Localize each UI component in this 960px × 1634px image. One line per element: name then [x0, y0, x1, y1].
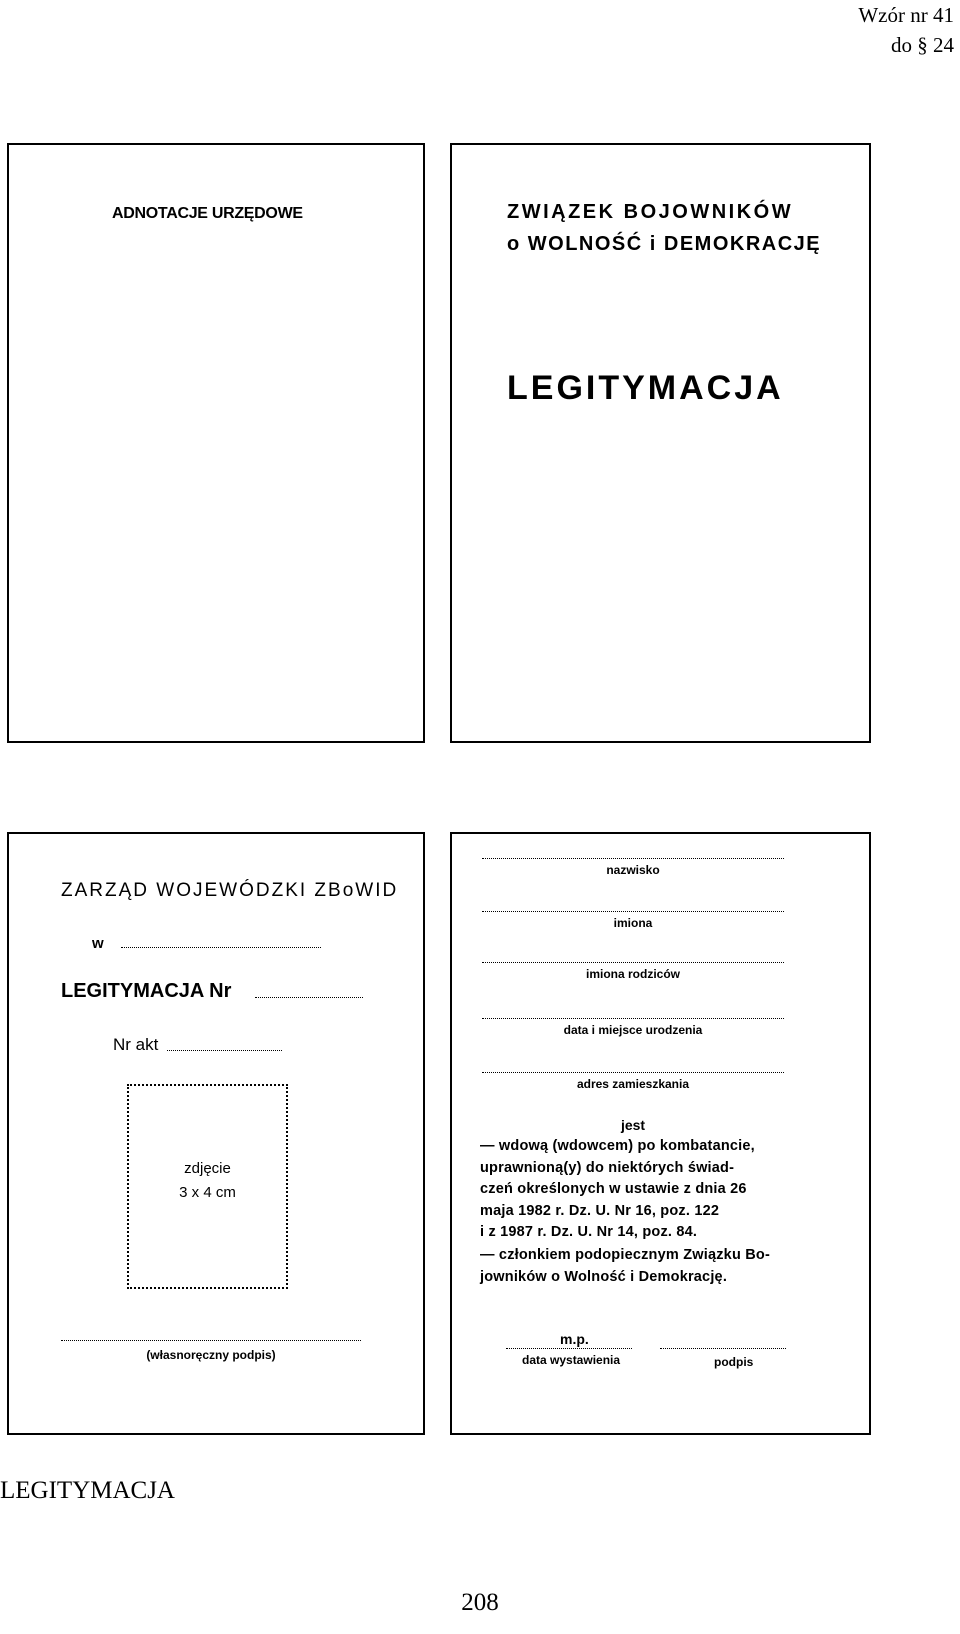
- address-dotted-line: [482, 1072, 784, 1073]
- legitimation-number-dotted-line: [255, 997, 363, 998]
- figure-caption: LEGITYMACJA: [0, 1477, 175, 1504]
- legitimation-number-label: LEGITYMACJA Nr: [61, 980, 232, 1002]
- widow-status-paragraph: [480, 1136, 860, 1244]
- paragraph-line: — członkiem podopiecznym Związku Bo-: [480, 1247, 770, 1263]
- first-names-label: imiona: [613, 916, 653, 930]
- annotations-title: ADNOTACJE URZĘDOWE: [112, 205, 303, 222]
- signature-dotted-line: [660, 1348, 786, 1349]
- surname-label: nazwisko: [606, 863, 660, 877]
- first-names-dotted-line: [482, 911, 784, 912]
- seal-place-label: m.p.: [560, 1331, 589, 1347]
- photo-label: zdjęcie: [184, 1160, 231, 1177]
- template-number: Wzór nr 41: [858, 3, 954, 27]
- cover-panel: [450, 143, 871, 743]
- birth-date-place-dotted-line: [482, 1018, 784, 1019]
- holder-data-panel: [450, 832, 871, 1435]
- issue-date-label: data wystawienia: [522, 1353, 621, 1367]
- location-dotted-line: [121, 947, 321, 948]
- organization-name-line2: o WOLNOŚĆ i DEMOKRACJĘ: [507, 233, 822, 255]
- template-reference: [858, 0, 954, 60]
- file-number-label: Nr akt: [113, 1035, 159, 1054]
- status-intro: jest: [620, 1117, 646, 1133]
- paragraph-line: maja 1982 r. Dz. U. Nr 16, poz. 122: [480, 1202, 720, 1219]
- location-label: w: [92, 935, 104, 952]
- photo-placeholder: [127, 1084, 288, 1289]
- paragraph-reference: do § 24: [891, 33, 954, 57]
- issue-date-dotted-line: [506, 1348, 632, 1349]
- page-number: 208: [461, 1589, 499, 1616]
- address-label: adres zamieszkania: [576, 1077, 690, 1091]
- paragraph-line: uprawnioną(y) do niektórych świad-: [480, 1159, 735, 1176]
- paragraph-line: — wdową (wdowcem) po kombatancie,: [480, 1138, 755, 1154]
- birth-date-place-label: data i miejsce urodzenia: [563, 1023, 703, 1037]
- member-status-paragraph: [480, 1245, 860, 1288]
- parents-names-dotted-line: [482, 962, 784, 963]
- surname-dotted-line: [482, 858, 784, 859]
- issuer-title: ZARZĄD WOJEWÓDZKI ZBoWID: [61, 880, 399, 901]
- issuer-panel: [7, 832, 425, 1435]
- photo-size-label: 3 x 4 cm: [179, 1184, 236, 1201]
- signature-dotted-line: [61, 1340, 361, 1341]
- signature-label: (własnoręczny podpis): [146, 1348, 276, 1362]
- parents-names-label: imiona rodziców: [585, 967, 680, 981]
- cover-title: LEGITYMACJA: [507, 369, 784, 407]
- annotations-panel: [7, 143, 425, 743]
- paragraph-line: i z 1987 r. Dz. U. Nr 14, poz. 84.: [480, 1224, 698, 1240]
- file-number-dotted-line: [167, 1050, 282, 1051]
- paragraph-line: czeń określonych w ustawie z dnia 26: [480, 1181, 747, 1197]
- organization-name-line1: ZWIĄZEK BOJOWNIKÓW: [507, 201, 794, 223]
- paragraph-line: jowników o Wolność i Demokrację.: [480, 1268, 728, 1285]
- signature-label: podpis: [714, 1355, 754, 1369]
